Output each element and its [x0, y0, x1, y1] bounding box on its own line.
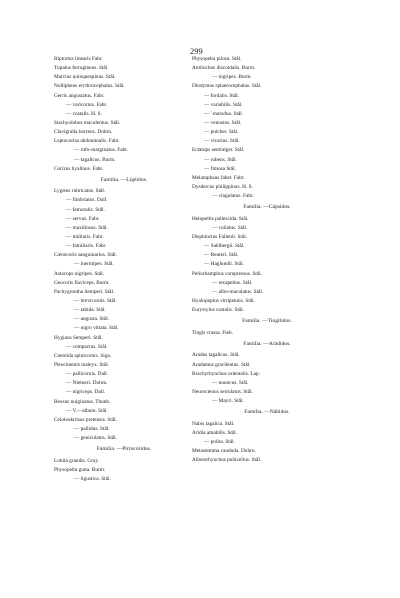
species-entry: Hyalopeplus vitripennis. Stål.: [192, 298, 255, 305]
species-entry: — albo-maculatus. Stål.: [212, 288, 264, 295]
section-heading: Familia. —Cápsidos.: [243, 204, 291, 211]
species-entry: — venustus. Stål.: [204, 119, 242, 126]
species-entry: — militaris. Fabr.: [66, 234, 104, 241]
species-entry: Antilochus discoidalis. Burm.: [192, 65, 256, 72]
species-entry: — costalis. H. S.: [66, 110, 102, 117]
species-entry: — nigro vittata. Stål.: [74, 325, 119, 332]
section-heading: Familia. —Pirrocóridos.: [96, 446, 152, 453]
species-entry: — vicarius. Stål.: [204, 138, 240, 145]
species-entry: Melamphaus faber. Fabr.: [192, 174, 245, 181]
species-entry: Hygiaus Semperi. Stål.: [54, 334, 103, 341]
species-entry: Alloeorhyuchus pubicellus. Stål.: [192, 457, 262, 464]
species-entry: Nollipheus erythrocephalus. Stål.: [54, 83, 125, 90]
section-heading: Familia. —Nábidos.: [244, 409, 290, 416]
right-column: [192, 57, 342, 467]
species-entry: Astacops nigripes. Stål.: [54, 270, 105, 277]
species-entry: Geocoris flaviceps. Burm.: [54, 279, 110, 286]
species-entry: — pulcher. Stål.: [204, 129, 239, 136]
species-entry: Marcius quinquespinus. Stål.: [54, 74, 116, 81]
species-entry: — Haglundii. Stål.: [204, 261, 245, 268]
species-entry: Lygæus rubricatus. Stål.: [54, 188, 106, 195]
species-entry: — fimosa Stål.: [204, 165, 236, 172]
species-entry: Leptocorisa abdominalis. Fabr.: [54, 138, 120, 145]
species-entry: — variabilis. Stål.: [204, 101, 243, 108]
species-entry: Cænocoris sanguinarius. Stål.: [54, 252, 117, 259]
species-entry: Lohita grandis. Gray.: [54, 457, 99, 464]
species-entry: Gerris angustatus. Fabr.: [54, 92, 105, 99]
species-entry: — familiaris. Fabr.: [66, 243, 107, 250]
species-entry: — V.—album. Stål.: [66, 407, 108, 414]
species-entry: — nigripes. Burm.: [212, 74, 252, 81]
species-entry: — servus. Fabr.: [66, 215, 100, 222]
species-entry: Metastemma caududa. Dohrn.: [192, 448, 256, 455]
species-entry: Tingis crassa. Fieb.: [192, 329, 234, 336]
species-entry: — cuilatus. Stål.: [212, 224, 248, 231]
species-entry: Stachyolobus maculentus. Stål.: [54, 119, 121, 126]
species-entry: Physopelta gutta. Burm.: [54, 466, 106, 473]
species-entry: — pallidus. Stål.: [74, 425, 110, 432]
species-entry: Brachyrhynchus orientalis. Lap.: [192, 370, 260, 377]
species-entry: Pleocinemis maleyx. Stål.: [54, 362, 110, 368]
species-entry: Pachygrontha Semperi. Stål.: [54, 288, 115, 295]
species-entry: — ' marsdua. Stål.: [204, 110, 244, 117]
species-entry: — fordalis. Stål.: [204, 92, 240, 99]
species-entry: — Mayri. Stål.: [212, 398, 244, 405]
species-entry: Neuroctenus serrulatus. Stål.: [192, 389, 253, 395]
species-entry: — pallicornis. Dall.: [66, 371, 109, 378]
species-entry: Celoleuktrisus pretensis. Stål.: [54, 416, 117, 423]
species-entry: Disphinctus Fallenii. Stål.: [192, 234, 248, 241]
species-entry: — fimbriatus. Dall.: [66, 197, 108, 204]
species-entry: — tagalicus. Burm.: [74, 156, 116, 163]
species-entry: — recapeltus. Stål.: [212, 279, 253, 286]
species-entry: — nigriceps. Dall.: [66, 389, 106, 396]
species-entry: Dindymus sphærocephalus. Stål.: [192, 83, 262, 90]
species-entry: — rufo-marginatus. Fabr.: [74, 147, 129, 154]
species-entry: Peliorhamphus compressus. Stål.: [192, 270, 263, 277]
species-entry: Dysdercus philippinus. H. S.: [192, 183, 253, 190]
species-entry: Beosus nuiginatus. Thunb.: [54, 398, 111, 405]
species-entry: Aridia amabilis. Stål.: [192, 429, 238, 436]
species-entry: Clavigralla horrens. Dohrn.: [54, 129, 113, 136]
species-entry: — geniculatus. Stål.: [74, 435, 117, 442]
species-entry: Helopeltis pallescida. Stål.: [192, 215, 249, 222]
species-entry: — maxillosus. Stål.: [66, 224, 108, 231]
species-entry: — rubens. Stål.: [204, 156, 237, 163]
species-entry: Eurystylus costalis. Stål.: [192, 307, 245, 314]
species-entry: — ligustica. Stål.: [74, 476, 111, 483]
species-entry: Riptortus linearis Fabr.: [54, 56, 103, 62]
species-entry: — brevicornis. Stål.: [74, 298, 117, 305]
species-entry: Aradus tagalicus. Stål.: [192, 352, 240, 359]
species-entry: — femoralis. Stål.: [66, 206, 105, 213]
section-heading: Familia. —Arádidos.: [243, 340, 291, 347]
species-entry: — Nietneri. Dohrn.: [66, 380, 108, 387]
species-entry: — compactus. Stål.: [66, 343, 108, 350]
species-entry: — Reuteri. Stål.: [204, 252, 239, 259]
species-entry: — tabida. Stål.: [74, 307, 106, 314]
species-entry: — varicornis. Fabr.: [66, 101, 108, 108]
species-entry: Physopelta pilosa. Stål.: [192, 56, 242, 62]
section-heading: Familia. —Ligéidos.: [100, 176, 148, 183]
species-entry: Ectatops semlulger. Stål.: [192, 147, 245, 154]
species-entry: — polita. Stål.: [204, 439, 235, 446]
species-entry: Corizus hyalinus. Fabr.: [54, 165, 104, 172]
section-heading: Familia. —Tingítidos.: [242, 318, 292, 325]
species-entry: Tupalus ferrugineus. Stål.: [54, 65, 109, 72]
species-entry: Cnemida spinicornis. Sign.: [54, 352, 112, 359]
species-entry: — cingulatus. Fabr.: [212, 193, 254, 200]
species-entry: Nabis tagalica. Stål.: [192, 420, 235, 427]
species-entry: — Sahlbergii. Stål.: [204, 243, 245, 250]
species-entry: — angusta. Stål.: [74, 316, 110, 323]
page-number: 299: [190, 46, 203, 56]
species-entry: — inermipes. Stål.: [74, 261, 114, 268]
left-column: [54, 57, 194, 486]
species-entry: — nuuncus. Stål.: [212, 379, 249, 386]
species-entry: Aradamus gracilentus. Stål.: [192, 361, 251, 368]
